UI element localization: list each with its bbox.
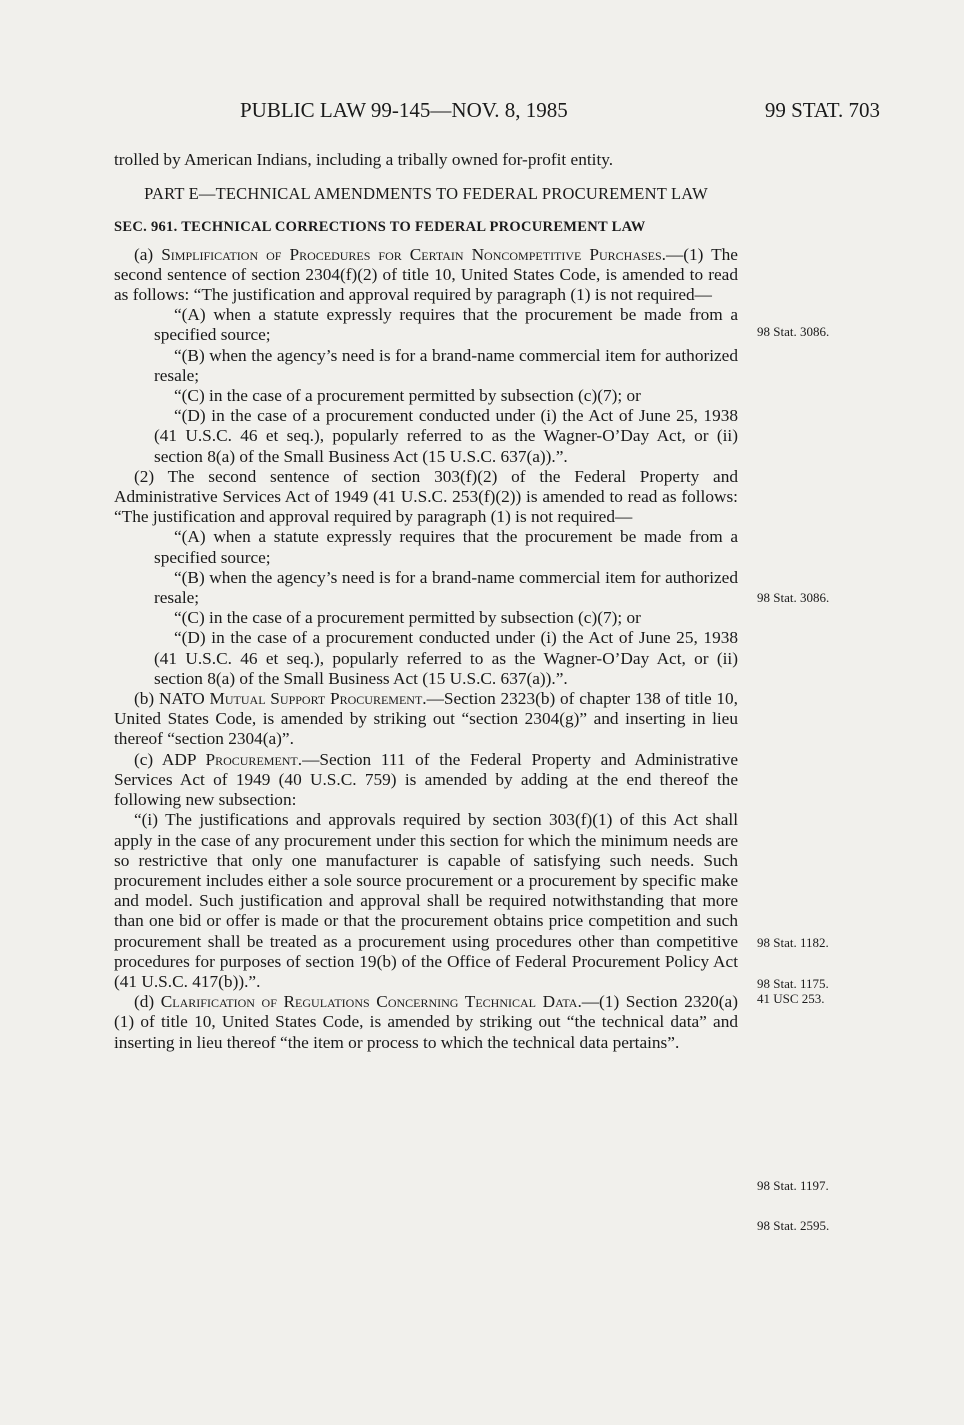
header-stat-page: 99 STAT. 703 bbox=[764, 98, 880, 122]
margin-note: 98 Stat. 3086. bbox=[757, 324, 830, 339]
subsection-a-text: .—(1) The second sentence of section 2304(f)(2) of title 10, United States Code, is amended to read as follows: “The justification and approval required by paragraph (1) is not required— bbox=[114, 244, 738, 305]
clause-a2-B: “(B) when the agency’s need is for a brand-name commercial item for authorized resale; bbox=[154, 567, 738, 608]
body-text bbox=[114, 150, 738, 1053]
header-title: PUBLIC LAW 99-145—NOV. 8, 1985 bbox=[240, 98, 568, 122]
page-header bbox=[114, 98, 880, 128]
clause-a1-A: “(A) when a statute expressly requires that the procurement be made from a specified source; bbox=[154, 305, 738, 345]
subsection-c bbox=[114, 750, 738, 811]
clause-a1-B: “(B) when the agency’s need is for a brand-name commercial item for authorized resale; bbox=[154, 345, 738, 385]
subsection-a-label: (a) bbox=[134, 244, 162, 264]
subsection-d-text: .—(1) Section 2320(a)(1) of title 10, United States Code, is amended by striking out “the technical data” and inserting in lieu thereof “the item or process to which the technical data pertains”. bbox=[114, 992, 738, 1052]
subsection-c-label: (c) ADP bbox=[134, 749, 206, 769]
section-heading: SEC. 961. TECHNICAL CORRECTIONS TO FEDERAL PROCUREMENT LAW bbox=[114, 219, 646, 236]
clause-a1-D: “(D) in the case of a procurement conducted under (i) the Act of June 25, 1938 (41 U.S.C. 46 et seq.), popularly referred to as the Wagner-O’Day Act, or (ii) section 8(a) of the Small Business Act (15 U.S.C. 637(a)).”. bbox=[154, 406, 738, 466]
paragraph-continuation: trolled by American Indians, including a tribally owned for-profit entity. bbox=[114, 150, 614, 169]
subsection-c-caption: Procurement bbox=[205, 749, 298, 769]
clause-a2-A: “(A) when a statute expressly requires that the procurement be made from a specified source; bbox=[154, 527, 738, 567]
margin-note: 98 Stat. 1182. bbox=[757, 935, 829, 950]
clause-a2-D: “(D) in the case of a procurement conducted under (i) the Act of June 25, 1938 (41 U.S.C. 46 et seq.), popularly referred to as the Wagner-O’Day Act, or (ii) section 8(a) of the Small Business Act (15 U.S.C. 637(a)).”. bbox=[154, 628, 738, 688]
clause-a2-C: “(C) in the case of a procurement permitted by subsection (c)(7); or bbox=[174, 608, 641, 628]
subsection-a bbox=[114, 245, 738, 306]
subsection-a-caption: Simplification of Procedures for Certain Noncompetitive Purchases bbox=[161, 244, 662, 264]
subsection-d-caption: Clarification of Regulations Concerning Technical Data bbox=[160, 992, 578, 1012]
subsection-d bbox=[114, 992, 738, 1053]
margin-note: 98 Stat. 1175. bbox=[757, 976, 829, 991]
subsection-b-caption: Mutual Support Procurement bbox=[209, 689, 423, 709]
subsection-b-label: (b) NATO bbox=[134, 689, 210, 709]
subsection-c-quote: “(i) The justifications and approvals required by section 303(f)(1) of this Act shall apply in the case of any procurement under this section for which the minimum needs are so restrictive that only one manufacturer is capable of satisfying such needs. Such procurement includes either a sole source procurement or a procurement by specific make and model. Such justification and approval shall be required notwithstanding that more than one bid or offer is made or that the procurement obtains price competition and such procurement shall be treated as a procurement using procedures other than competitive procedures for purposes of section 19(b) of the Office of Federal Procurement Policy Act (41 U.S.C. 417(b)).”. bbox=[114, 810, 738, 991]
margin-note: 41 USC 253. bbox=[757, 991, 825, 1006]
subsection-b-text: .—Section 2323(b) of chapter 138 of title 10, United States Code, is amended by striking out “section 2304(g)” and inserting in lieu thereof “section 2304(a)”. bbox=[114, 689, 738, 749]
subsection-c-text: .—Section 111 of the Federal Property and Administrative Services Act of 1949 (40 U.S.C. 759) is amended by adding at the end thereof the following new subsection: bbox=[114, 749, 738, 810]
clause-a1-C: “(C) in the case of a procurement permitted by subsection (c)(7); or bbox=[174, 386, 641, 406]
part-heading: PART E—TECHNICAL AMENDMENTS TO FEDERAL PROCUREMENT LAW bbox=[144, 184, 708, 204]
margin-note: 98 Stat. 1197. bbox=[757, 1178, 829, 1193]
margin-note: 98 Stat. 3086. bbox=[757, 590, 830, 605]
subsection-d-label: (d) bbox=[134, 992, 161, 1012]
paragraph-a2: (2) The second sentence of section 303(f)(2) of the Federal Property and Administrative Services Act of 1949 (41 U.S.C. 253(f)(2)) is amended to read as follows: “The justification and approval required by paragraph (1) is not required— bbox=[114, 466, 738, 527]
subsection-b bbox=[114, 689, 738, 750]
margin-note: 98 Stat. 2595. bbox=[757, 1218, 830, 1233]
